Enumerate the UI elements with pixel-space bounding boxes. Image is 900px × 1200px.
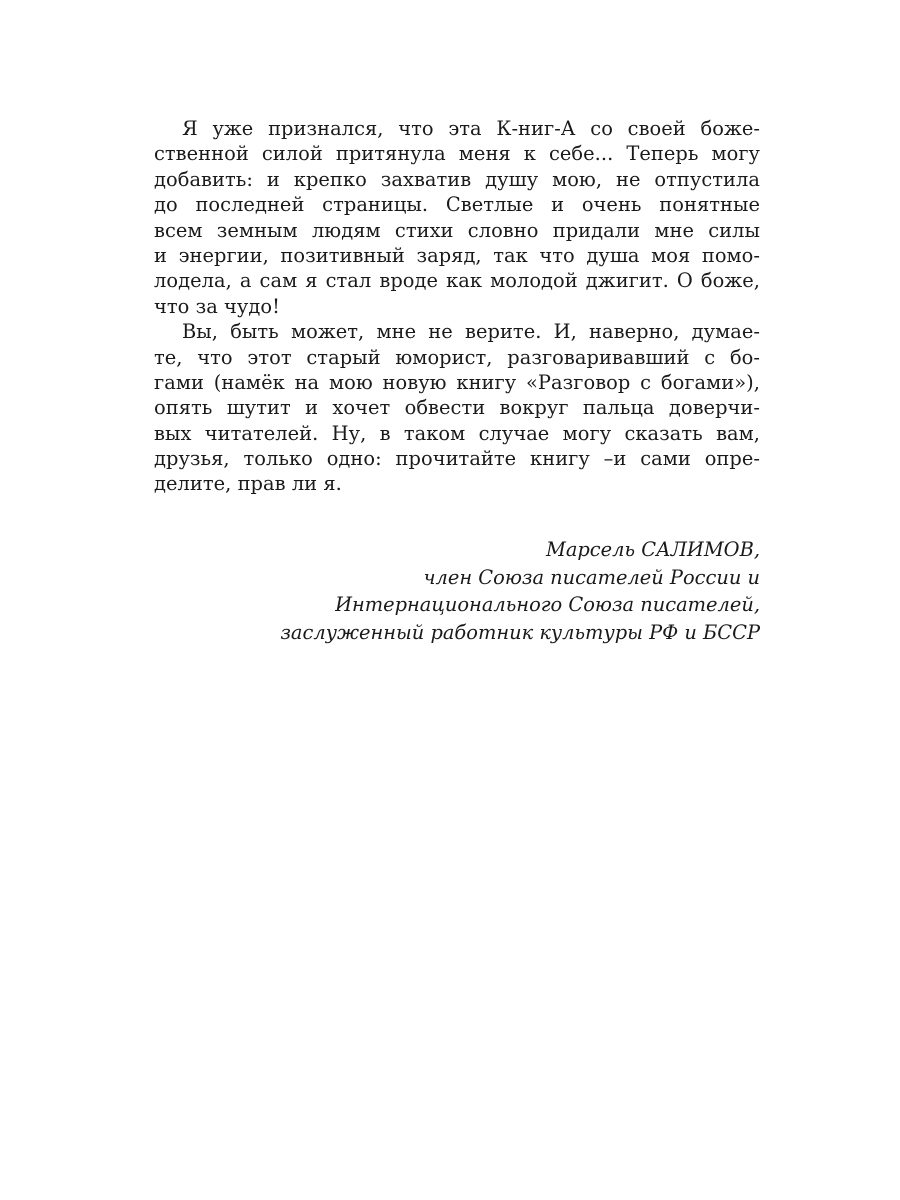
paragraph-1-line-3: добавить: и крепко захватив душу мою, не отпустила [154,167,760,191]
signature-affiliation-2: Интернационального Союза писателей, [335,593,760,616]
signature-author-name: Марсель САЛИМОВ, [545,538,760,561]
signature-title: заслуженный работник культуры РФ и БССР [280,620,760,644]
paragraph-1-line-6: и энергии, позитивный заряд, так что душа моя помо- [154,243,760,267]
paragraph-1-line-2: ственной силой притянула меня к себе... Теперь могу [154,142,760,166]
paragraph-1-line-7: лодела, а сам я стал вроде как молодой джигит. О боже, [154,269,760,293]
paragraph-2-line-5: вых читателей. Ну, в таком случае могу сказать вам, [154,421,760,445]
paragraph-2-line-7: делите, прав ли я. [154,472,342,496]
paragraph-2-line-4: опять шутит и хочет обвести вокруг пальца доверчи- [154,396,760,420]
paragraph-1-line-4: до последней страницы. Светлые и очень понятные [154,193,760,217]
paragraph-2-line-2: те, что этот старый юморист, разговаривавший с бо- [154,345,760,369]
paragraph-1-line-5: всем земным людям стихи словно придали мне силы [154,218,760,242]
body-text [154,116,760,497]
paragraph-2-line-1: Вы, быть может, мне не верите. И, наверно, думае- [182,320,760,344]
paragraph-1-line-8: что за чудо! [154,294,280,318]
paragraph-2-line-6: друзья, только одно: прочитайте книгу –и сами опре- [154,447,760,471]
paragraph-2-line-3: гами (намёк на мою новую книгу «Разговор с богами»), [154,370,760,394]
author-signature [280,536,760,646]
paragraph-1-line-1: Я уже признался, что эта К-ниг-А со своей боже- [182,117,760,140]
signature-affiliation-1: член Союза писателей России и [423,565,760,589]
